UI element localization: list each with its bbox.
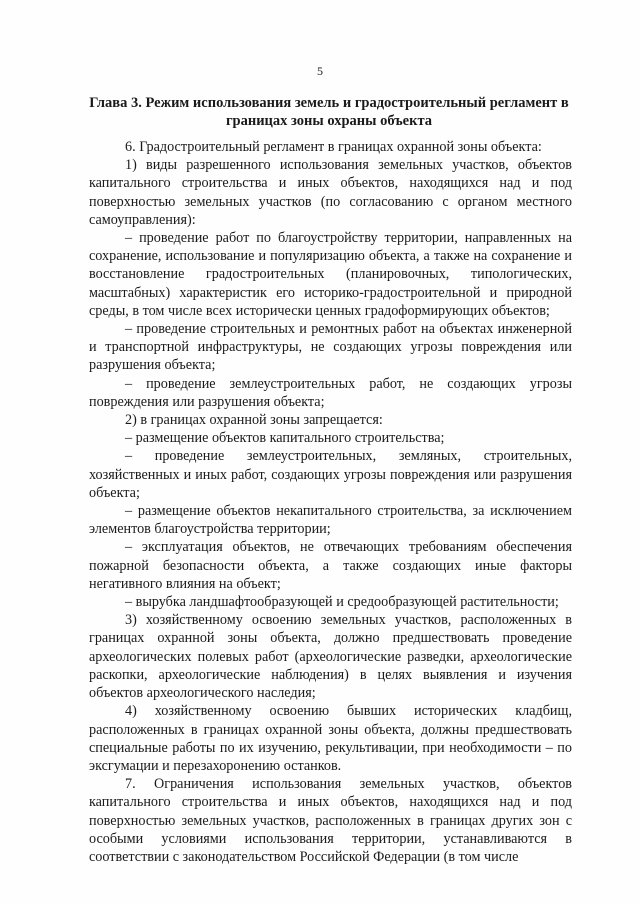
- page-number: 5: [317, 64, 323, 78]
- list-item: – размещение объектов некапитального строительства, за исключением элементов благоустройства территории;: [89, 503, 572, 538]
- paragraph-subitem-3: 3) хозяйственному освоению земельных участков, расположенных в границах охранной зоны объекта, должно предшествовать проведение археологических полевых работ (археологические разведки, археологические раскопки, археологические наблюдения) в целях выявления и изучения объектов археологического наследия;: [89, 612, 572, 702]
- list-item: – проведение работ по благоустройству территории, направленных на сохранение, использование и популяризацию объекта, а также на сохранение и восстановление градостроительных (планировочных, типологических, масштабных) характеристик его историко-градостроительной и природной среды, в том числе всех исторически ценных градоформирующих объектов;: [89, 230, 572, 319]
- list-item: – размещение объектов капитального строительства;: [125, 430, 445, 447]
- list-item: – проведение строительных и ремонтных работ на объектах инженерной и транспортной инфраструктуры, не создающих угрозы повреждения или разрушения объекта;: [89, 321, 572, 374]
- paragraph-item-6: 6. Градостроительный регламент в границах охранной зоны объекта:: [125, 139, 542, 155]
- chapter-title: Глава 3. Режим использования земель и градостроительный регламент в границах зоны охраны объекта: [89, 95, 569, 129]
- list-item: – вырубка ландшафтообразующей и средообразующей растительности;: [125, 594, 559, 611]
- list-item: – эксплуатация объектов, не отвечающих требованиям обеспечения пожарной безопасности объекта, а также создающих иные факторы негативного влияния на объект;: [89, 539, 572, 592]
- paragraph-subitem-4: 4) хозяйственному освоению бывших исторических кладбищ, расположенных в границах охранной зоны объекта, должны предшествовать специальные работы по их изучению, рекультивации, при необходимости – по эксгумации и перезахоронению останков.: [89, 703, 572, 774]
- list-item: – проведение землеустроительных работ, не создающих угрозы повреждения или разрушения объекта;: [89, 375, 572, 410]
- list-item: – проведение землеустроительных, земляных, строительных, хозяйственных и иных работ, создающих угрозы повреждения или разрушения объекта;: [89, 448, 572, 501]
- paragraph-subitem-2: 2) в границах охранной зоны запрещается:: [125, 412, 383, 429]
- paragraph-subitem-1: 1) виды разрешенного использования земельных участков, объектов капитального строительства и иных объектов, находящихся над и под поверхностью земельных участков (по согласованию с органом местного самоуправления):: [89, 157, 572, 228]
- paragraph-item-7: 7. Ограничения использования земельных участков, объектов капитального строительства и иных объектов, находящихся над и под поверхностью земельных участков, расположенных в границах других зон с особыми условиями использования территории, устанавливаются в соответствии с законодательством Российской Федерации (в том числе: [89, 776, 572, 865]
- body-text: [89, 138, 572, 866]
